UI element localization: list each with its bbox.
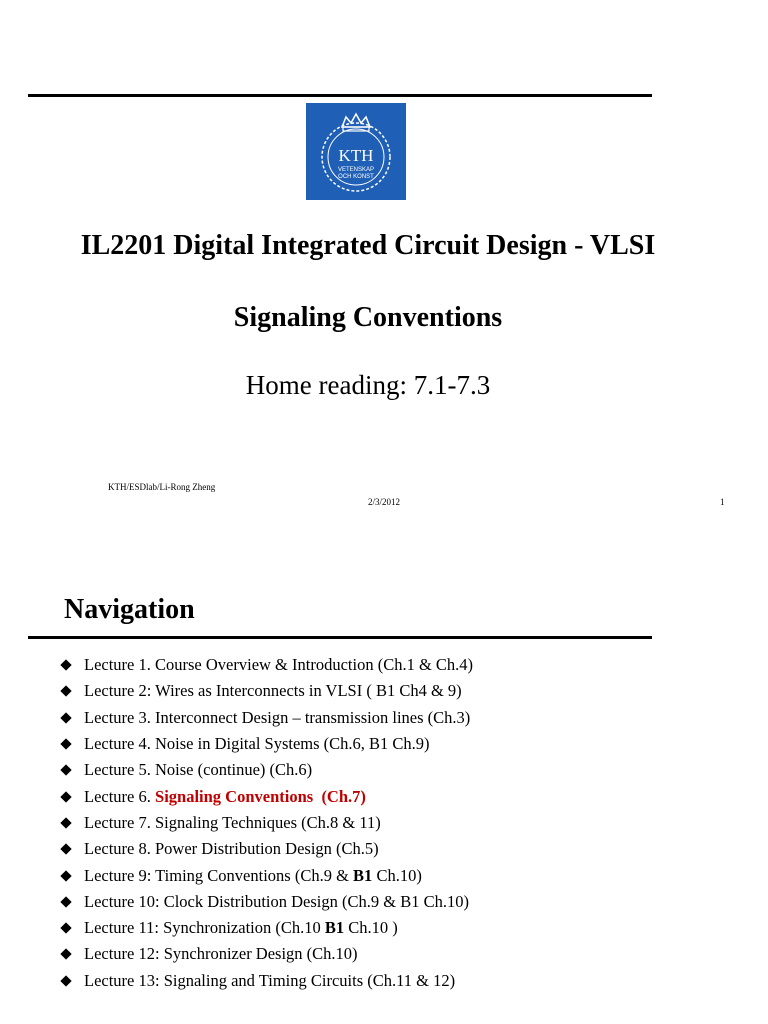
lecture-item: [60, 783, 473, 809]
navigation-title: Navigation: [64, 594, 195, 625]
lecture-item: [60, 836, 473, 862]
lecture-text: B1: [353, 865, 373, 885]
lecture-text: Lecture 7. Signaling Techniques (Ch.8 & 11): [84, 812, 381, 832]
lecture-item: [60, 941, 473, 967]
lecture-text: Lecture 3. Interconnect Design – transmission lines (Ch.3): [84, 707, 471, 727]
navigation-rule: [28, 636, 652, 639]
top-rule: [28, 94, 652, 97]
diamond-bullet-icon: [60, 791, 71, 802]
lecture-item: [60, 968, 473, 994]
diamond-bullet-icon: [60, 738, 71, 749]
diamond-bullet-icon: [60, 844, 71, 855]
lecture-list: [60, 652, 473, 994]
diamond-bullet-icon: [60, 817, 71, 828]
lecture-text: Lecture 11: Synchronization (Ch.10: [84, 918, 325, 938]
author-footer: KTH/ESDlab/Li-Rong Zheng: [108, 482, 216, 492]
lecture-text: Lecture 12: Synchronizer Design (Ch.10): [84, 944, 358, 964]
course-title: IL2201 Digital Integrated Circuit Design - VLSI: [80, 230, 656, 261]
diamond-bullet-icon: [60, 949, 71, 960]
lecture-text: Lecture 8. Power Distribution Design (Ch.5): [84, 839, 379, 859]
lecture-item: [60, 705, 473, 731]
diamond-bullet-icon: [60, 870, 71, 881]
lecture-text: Lecture 4. Noise in Digital Systems (Ch.6, B1 Ch.9): [84, 734, 430, 754]
lecture-text: Lecture 10: Clock Distribution Design (Ch.9 & B1 Ch.10): [84, 891, 469, 911]
lecture-text: B1: [324, 918, 345, 938]
lecture-text: Lecture 13: Signaling and Timing Circuits (Ch.11 & 12): [84, 970, 456, 990]
lecture-item: [60, 889, 473, 915]
svg-text:KTH: KTH: [338, 146, 374, 165]
lecture-item: [60, 757, 473, 783]
lecture-item: [60, 731, 473, 757]
svg-text:VETENSKAP: VETENSKAP: [337, 167, 375, 173]
kth-logo: [306, 103, 406, 200]
lecture-item: [60, 652, 473, 678]
lecture-text: Ch.10 ): [344, 918, 398, 938]
lecture-item: [60, 810, 473, 836]
lecture-text: Lecture 1. Course Overview & Introduction (Ch.1 & Ch.4): [84, 655, 474, 675]
lecture-item: [60, 915, 473, 941]
diamond-bullet-icon: [60, 765, 71, 776]
lecture-text: Lecture 2: Wires as Interconnects in VLSI ( B1 Ch4 & 9): [84, 681, 462, 701]
lecture-text: Lecture 5. Noise (continue) (Ch.6): [84, 760, 313, 780]
svg-text:OCH KONST: OCH KONST: [338, 174, 374, 180]
diamond-bullet-icon: [60, 975, 71, 986]
date-footer: 2/3/2012: [368, 497, 401, 507]
lecture-item: [60, 678, 473, 704]
page-number: 1: [720, 497, 725, 507]
diamond-bullet-icon: [60, 922, 71, 933]
kth-crest-icon: [306, 103, 406, 200]
lecture-title: Signaling Conventions: [233, 302, 503, 333]
home-reading: Home reading: 7.1-7.3: [245, 370, 491, 400]
lecture-text: Signaling Conventions (Ch.7): [155, 786, 366, 806]
lecture-text: Ch.10): [372, 865, 422, 885]
diamond-bullet-icon: [60, 896, 71, 907]
lecture-text: Lecture 6.: [84, 786, 156, 806]
diamond-bullet-icon: [60, 712, 71, 723]
lecture-item: [60, 862, 473, 888]
lecture-text: Lecture 9: Timing Conventions (Ch.9 &: [84, 865, 354, 885]
diamond-bullet-icon: [60, 659, 71, 670]
diamond-bullet-icon: [60, 686, 71, 697]
